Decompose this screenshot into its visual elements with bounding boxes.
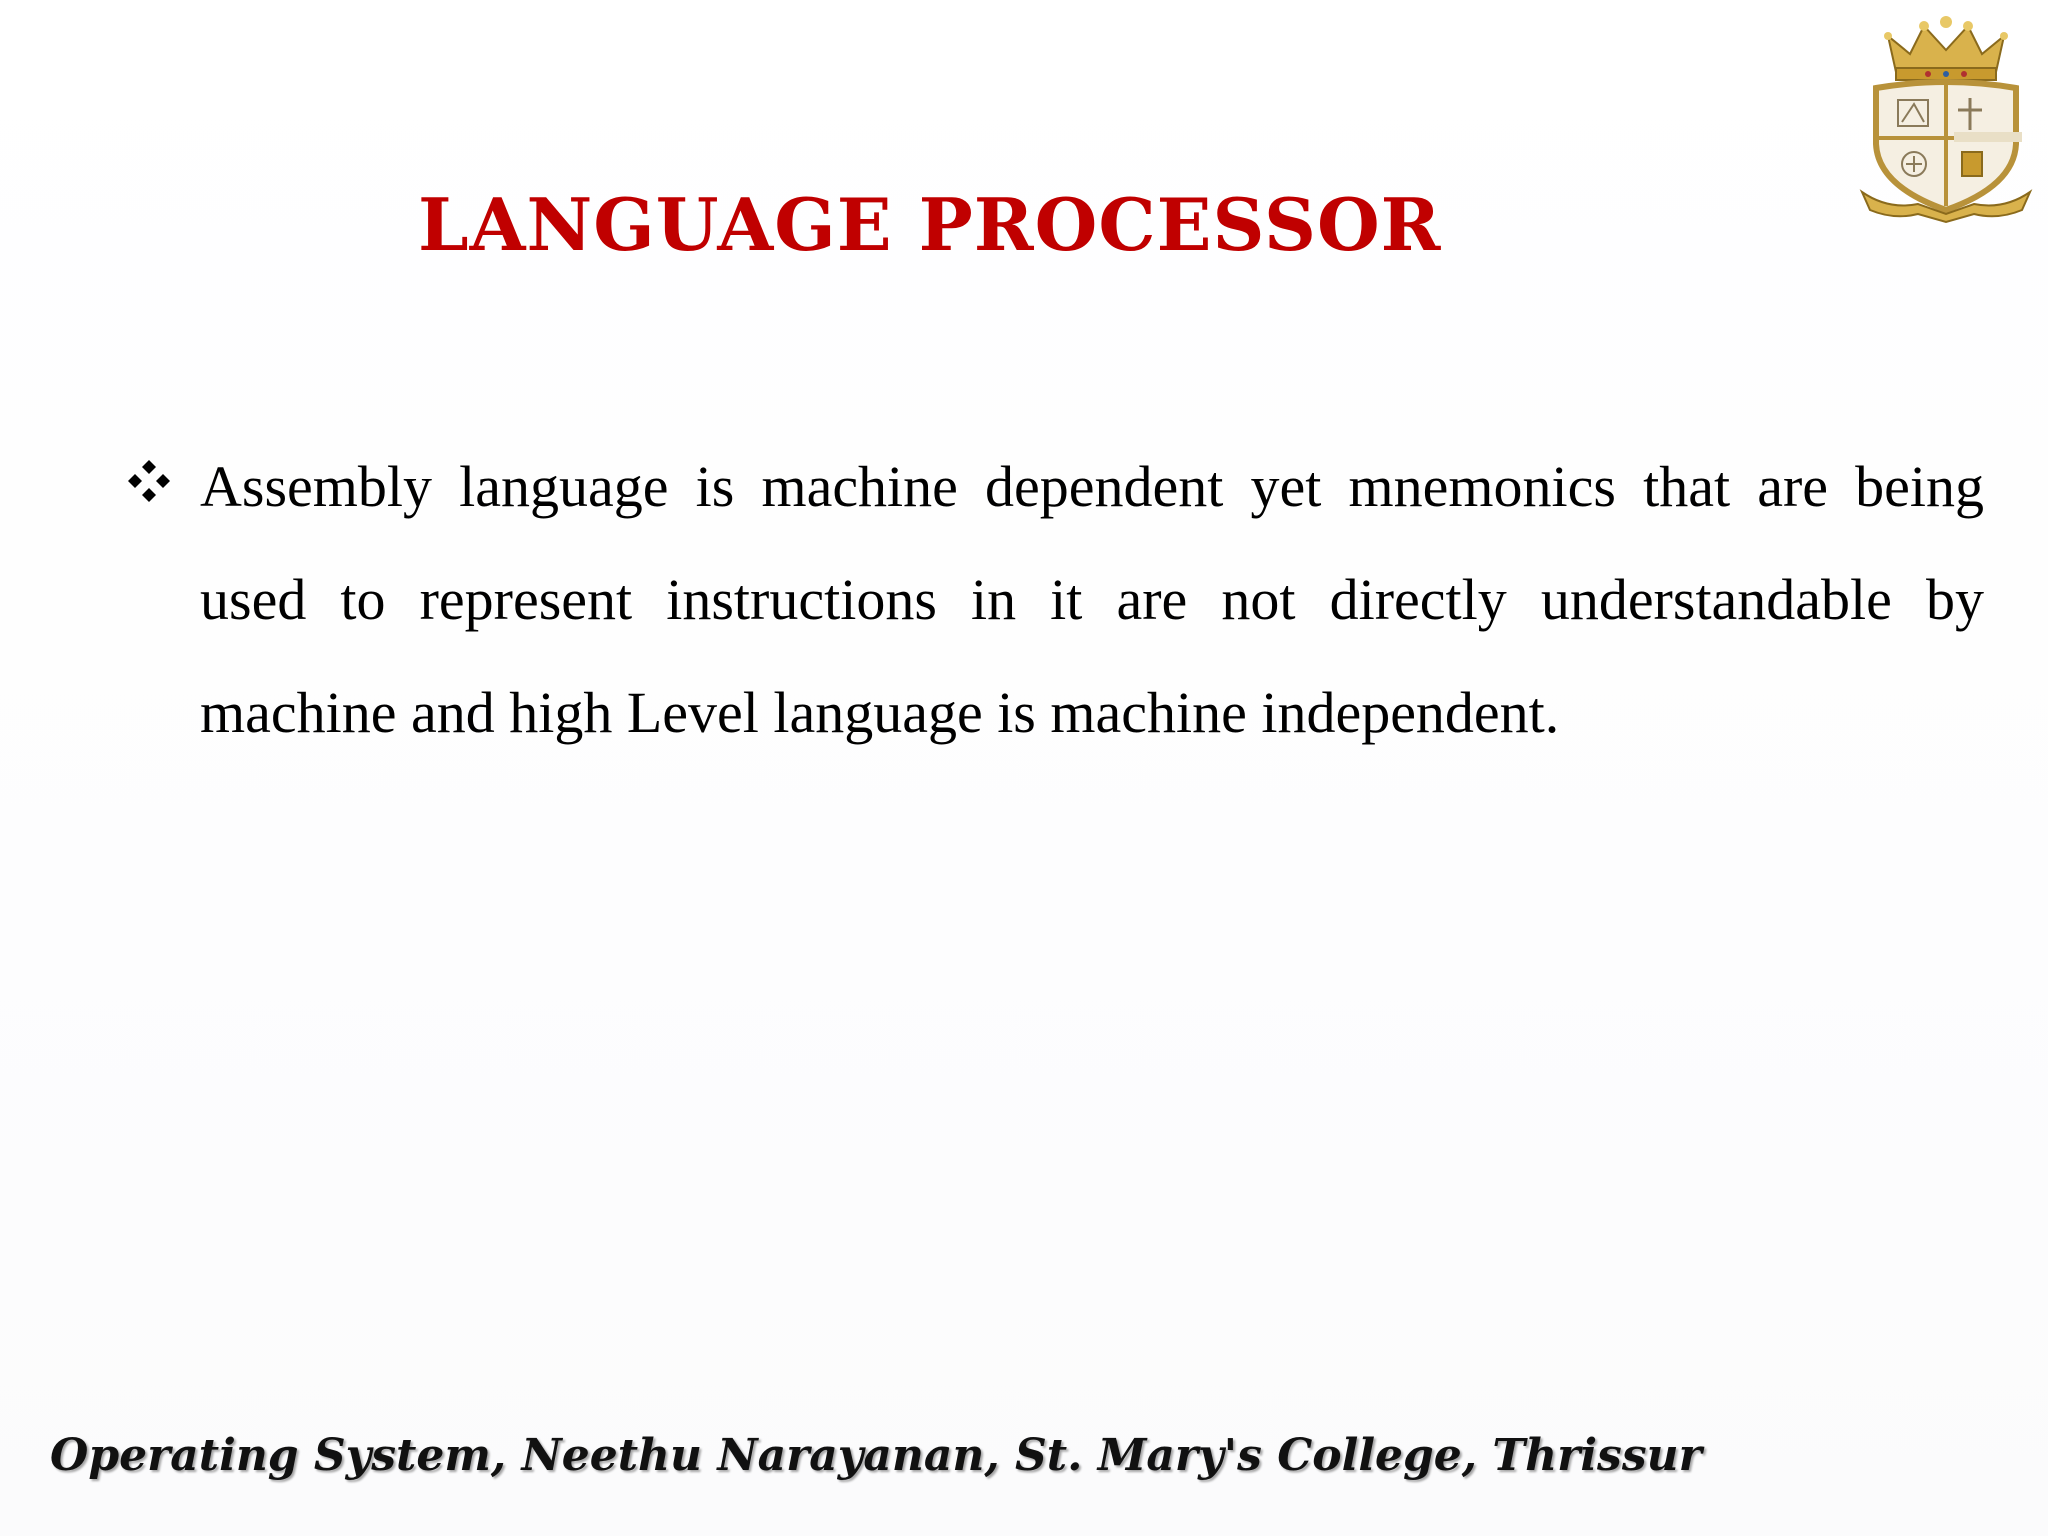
crown-icon [1884, 16, 2008, 80]
bullet-item-text: Assembly language is machine dependent yet mnemonics that are being used to represent instructions in it are not directly understandable by machine and high Level language is machine independent. [200, 454, 1984, 745]
college-crest-logo [1858, 14, 2034, 224]
diamond-cluster-bullet-icon [126, 458, 172, 504]
slide-title: LANGUAGE PROCESSOR [418, 182, 1442, 267]
shield-icon [1876, 82, 2022, 210]
footer-credit: Operating System, Neethu Narayanan, St. Mary's College, Thrissur [50, 1430, 1702, 1481]
